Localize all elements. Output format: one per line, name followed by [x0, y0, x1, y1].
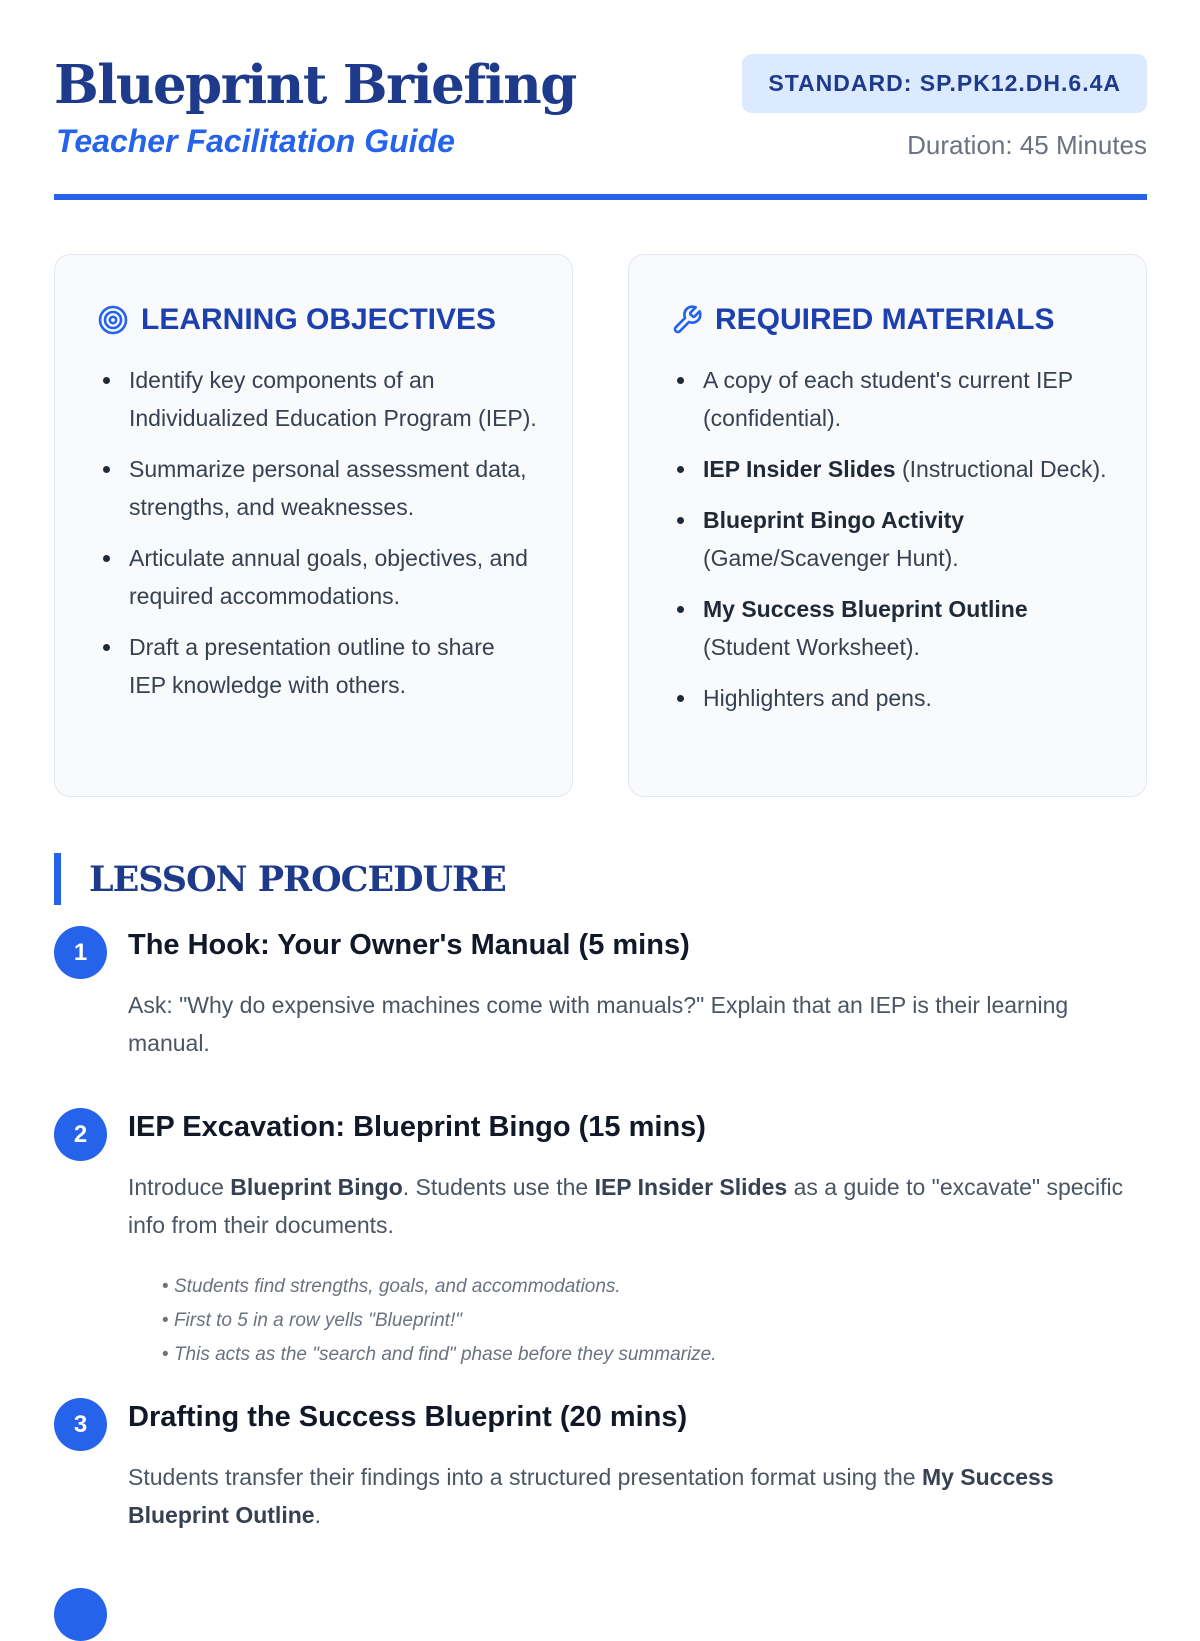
list-item: Draft a presentation outline to share IEP knowledge with others. — [97, 628, 537, 704]
text-run: as a guide to "excavate" specific info from their documents. — [128, 1174, 1124, 1238]
material-name: IEP Insider Slides — [703, 456, 896, 482]
procedure-step-3 — [54, 1398, 1147, 1548]
lesson-procedure-heading — [54, 853, 506, 905]
activity-name: Blueprint Bingo — [230, 1174, 403, 1200]
list-item — [671, 679, 1111, 717]
learning-objectives-card — [54, 254, 573, 797]
step-number-badge: 2 — [54, 1108, 107, 1161]
required-materials-card — [628, 254, 1147, 797]
procedure-step-2 — [54, 1108, 1147, 1388]
list-item — [671, 590, 1111, 666]
step-title: IEP Excavation: Blueprint Bingo (15 mins) — [128, 1111, 706, 1143]
step-description: Ask: "Why do expensive machines come with manuals?" Explain that an IEP is their learning manual. — [128, 992, 1069, 1056]
item-text: (Instructional Deck). — [895, 456, 1107, 482]
step-description — [128, 1458, 1138, 1534]
text-run: . — [314, 1502, 321, 1528]
step-sublist — [162, 1270, 717, 1372]
required-materials-heading — [671, 303, 1054, 337]
learning-objectives-title: LEARNING OBJECTIVES — [141, 303, 497, 336]
material-name: My Success Blueprint Outline — [703, 596, 1028, 622]
materials-list — [671, 361, 1111, 730]
item-text: A copy of each student's current IEP (confidential). — [703, 367, 1073, 431]
page-subtitle: Teacher Facilitation Guide — [56, 123, 455, 159]
list-item: Identify key components of an Individualized Education Program (IEP). — [97, 361, 537, 437]
material-name: Blueprint Bingo Activity — [703, 507, 965, 533]
text-run: Introduce — [128, 1174, 231, 1200]
step-title: The Hook: Your Owner's Manual (5 mins) — [128, 929, 690, 961]
standard-badge: STANDARD: SP.PK12.DH.6.4A — [742, 54, 1147, 113]
list-item — [671, 501, 1111, 577]
list-item — [671, 361, 1111, 437]
step-number-badge: 3 — [54, 1398, 107, 1451]
learning-objectives-heading — [97, 303, 496, 337]
page-title: Blueprint Briefing — [54, 54, 576, 116]
step-title: Drafting the Success Blueprint (20 mins) — [128, 1401, 688, 1433]
sublist-item: • First to 5 in a row yells "Blueprint!" — [162, 1304, 717, 1338]
page-header — [54, 52, 1147, 192]
text-run: . Students use the — [402, 1174, 595, 1200]
header-divider — [54, 194, 1147, 200]
item-text: (Game/Scavenger Hunt). — [703, 545, 959, 571]
list-item: Summarize personal assessment data, strengths, and weaknesses. — [97, 450, 537, 526]
required-materials-title: REQUIRED MATERIALS — [715, 303, 1055, 336]
material-name: My Success Blueprint Outline — [128, 1464, 1054, 1528]
target-icon — [97, 304, 129, 336]
step-number-badge: 1 — [54, 926, 107, 979]
text-run: Students transfer their findings into a structured presentation format using the — [128, 1464, 922, 1490]
objectives-list — [97, 361, 537, 717]
next-step-number-badge — [54, 1588, 107, 1641]
list-item: Articulate annual goals, objectives, and required accommodations. — [97, 539, 537, 615]
step-description — [128, 1168, 1138, 1244]
item-text: (Student Worksheet). — [703, 634, 920, 660]
item-text: Highlighters and pens. — [703, 685, 932, 711]
section-title: LESSON PROCEDURE — [89, 858, 506, 900]
sublist-item: • This acts as the "search and find" phase before they summarize. — [162, 1338, 717, 1372]
sublist-item: • Students find strengths, goals, and accommodations. — [162, 1270, 717, 1304]
material-name: IEP Insider Slides — [594, 1174, 788, 1200]
procedure-step-1 — [54, 926, 1147, 1066]
wrench-icon — [671, 304, 703, 336]
list-item — [671, 450, 1111, 488]
duration-label: Duration: 45 Minutes — [907, 130, 1147, 160]
